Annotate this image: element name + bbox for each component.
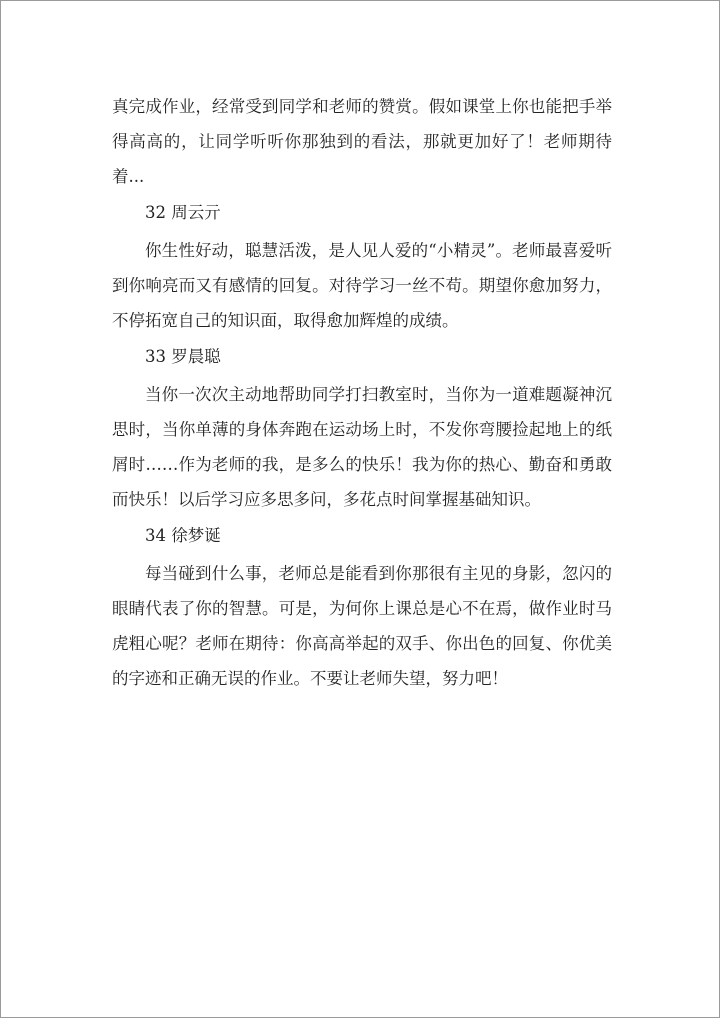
intro-paragraph: 真完成作业，经常受到同学和老师的赞赏。假如课堂上你也能把手举得高高的，让同学听听你那独到的看法，那就更加好了！老师期待着... [112, 97, 612, 186]
student-name-32: 32 周云亓 [145, 203, 221, 222]
student-name-33: 33 罗晨聪 [145, 347, 221, 366]
student-name-34: 34 徐梦诞 [145, 526, 221, 545]
teacher-comment-33: 当你一次次主动地帮助同学打扫教室时，当你为一道难题凝神沉思时，当你单薄的身体奔跑在运动场上时，不发你弯腰捡起地上的纸屑时……作为老师的我，是多么的快乐！我为你的热心、勤奋和勇敢而快乐！以后学习应多思多问，多花点时间掌握基础知识。 [112, 385, 612, 509]
document-body [112, 89, 612, 697]
teacher-comment-34: 每当碰到什么事，老师总是能看到你那很有主见的身影，忽闪的眼睛代表了你的智慧。可是，为何你上课总是心不在焉，做作业时马虎粗心呢？老师在期待：你高高举起的双手、你出色的回复、你优美的字迹和正确无误的作业。不要让老师失望，努力吧！ [112, 564, 612, 688]
teacher-comment-32: 你生性好动，聪慧活泼，是人见人爱的“小精灵”。老师最喜爱听到你响亮而又有感情的回复。对待学习一丝不苟。期望你愈加努力，不停拓宽自己的知识面，取得愈加辉煌的成绩。 [112, 241, 612, 330]
